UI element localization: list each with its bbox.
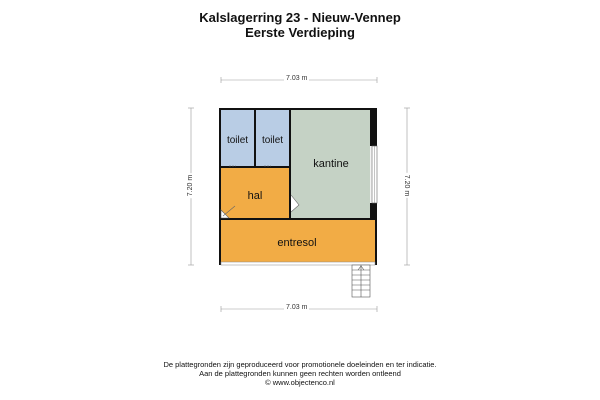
dimension-right: 7.20 m — [403, 174, 411, 197]
kantine-window — [372, 146, 377, 203]
plan-title: Kalslagerring 23 - Nieuw-Vennep — [199, 10, 401, 25]
label-toilet-2: toilet — [261, 135, 284, 146]
plan-subtitle: Eerste Verdieping — [245, 25, 355, 40]
disclaimer-line-1: De plattegronden zijn geproduceerd voor promotionele doeleinden en ter indicatie. — [163, 360, 437, 369]
dimension-bottom: 7.03 m — [286, 304, 308, 311]
entresol-railing — [221, 262, 375, 265]
label-entresol: entresol — [277, 237, 317, 249]
label-hal: hal — [247, 190, 263, 202]
label-toilet-1: toilet — [226, 135, 249, 146]
copyright-link[interactable]: © www.objectenco.nl — [265, 378, 335, 387]
staircase — [352, 265, 370, 297]
label-kantine: kantine — [313, 158, 349, 170]
dimension-top: 7.03 m — [286, 75, 308, 82]
dimension-left: 7.20 m — [187, 174, 195, 197]
disclaimer-line-2: Aan de plattegronden kunnen geen rechten worden ontleend — [199, 369, 401, 378]
